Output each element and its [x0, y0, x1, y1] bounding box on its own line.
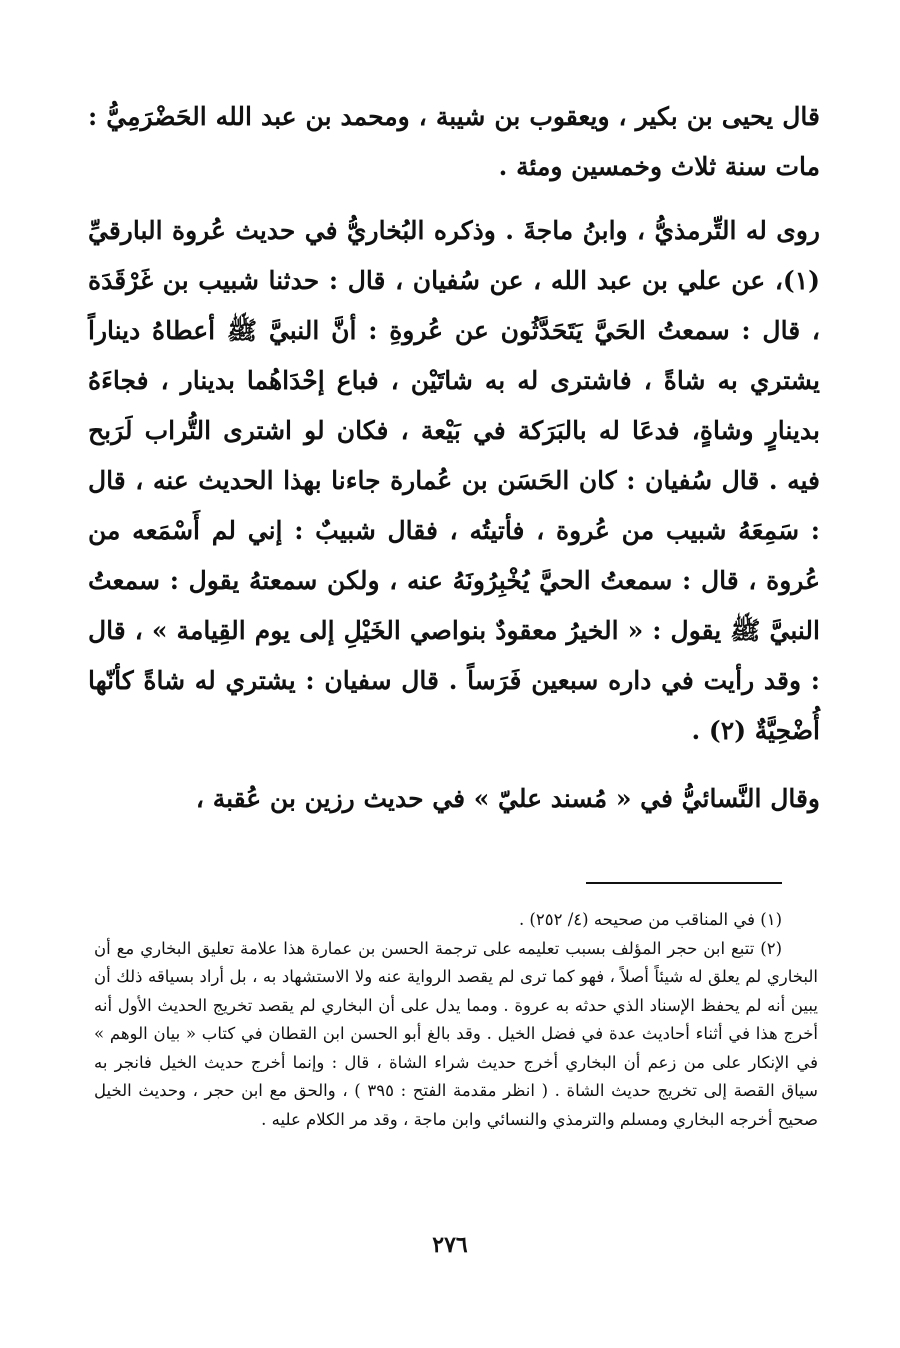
footnote-1: (١) في المناقب من صحيحه (٤/ ٢٥٢) . [518, 910, 782, 929]
footnote-separator [586, 882, 782, 884]
paragraph-death-date: قال يحيى بن بكير ، ويعقوب بن شيبة ، ومحمد بن عبد الله الحَضْرَمِيُّ : مات سنة ثلاث وخمسين ومئة . [88, 102, 820, 181]
paragraph-narration: روى له التِّرمذيُّ ، وابنُ ماجةَ . وذكره البُخاريُّ في حديث عُروة البارقيِّ (١)، عن علي بن عبد الله ، عن سُفيان ، قال : حدثنا شبيب بن غَرْقَدَة ، قال : سمعتُ الحَيَّ يَتَحَدَّثُون عن عُروةِ : أنَّ النبيَّ ﷺ أعطاهُ ديناراً يشتري به شاةً ، فاشترى له به شاتَيْن ، فباع إحْدَاهُما بدينار ، فجاءَهُ بدينارٍ وشاةٍ، فدعَا له بالبَرَكة في بَيْعة ، فكان لو اشترى التُّراب لَرَبح فيه . قال سُفيان : كان الحَسَن بن عُمارة جاءنا بهذا الحديث عنه ، قال : سَمِعَهُ شبيب من عُروة ، فأتيتُه ، فقال شبيبٌ : إني لم أَسْمَعه من عُروة ، قال : سمعتُ الحيَّ يُخْبِرُونَهُ عنه ، ولكن سمعتهُ يقول : سمعتُ النبيَّ ﷺ يقول : « الخيرُ معقودٌ بنواصي الخَيْلِ إلى يوم القِيامة » ، قال : وقد رأيت في داره سبعين فَرَساً . قال سفيان : يشتري له شاةً كأنّها أُضْحِيَّةٌ (٢) . [88, 216, 820, 745]
paragraph-nasai: وقال النَّسائيُّ في « مُسند عليّ » في حديث رزين بن عُقبة ، [195, 784, 820, 813]
main-text [88, 92, 820, 824]
footnote-2: (٢) تتبع ابن حجر المؤلف بسبب تعليمه على ترجمة الحسن بن عمارة هذا علامة تعليق البخاري مع أن البخاري لم يعلق له شيئاً أصلاً ، فهو كما ترى لم يقصد الرواية عنه ولا الاستشهاد به ، بل أراد بسياقه ذلك أن يبين أنه لم يحفظ الإسناد الذي حدثه به عروة . ومما يدل على أن البخاري لم يقصد تخريج الحديث الأول أنه أخرج هذا في أثناء أحاديث عدة في فضل الخيل . وقد بالغ أبو الحسن ابن القطان في كتاب « بيان الوهم » في الإنكار على من زعم أن البخاري أخرج حديث شراء الشاة ، قال : وإنما أخرج حديث الخيل فانجر به سياق القصة إلى تخريج حديث الشاة . ( انظر مقدمة الفتح : ٣٩٥ ) ، والحق مع ابن حجر ، وحديث الخيل صحيح أخرجه البخاري ومسلم والترمذي والنسائي وابن ماجة ، وقد مر الكلام عليه . [94, 938, 818, 1129]
page-number: ٢٧٦ [432, 1232, 468, 1258]
footnotes [94, 906, 818, 1134]
